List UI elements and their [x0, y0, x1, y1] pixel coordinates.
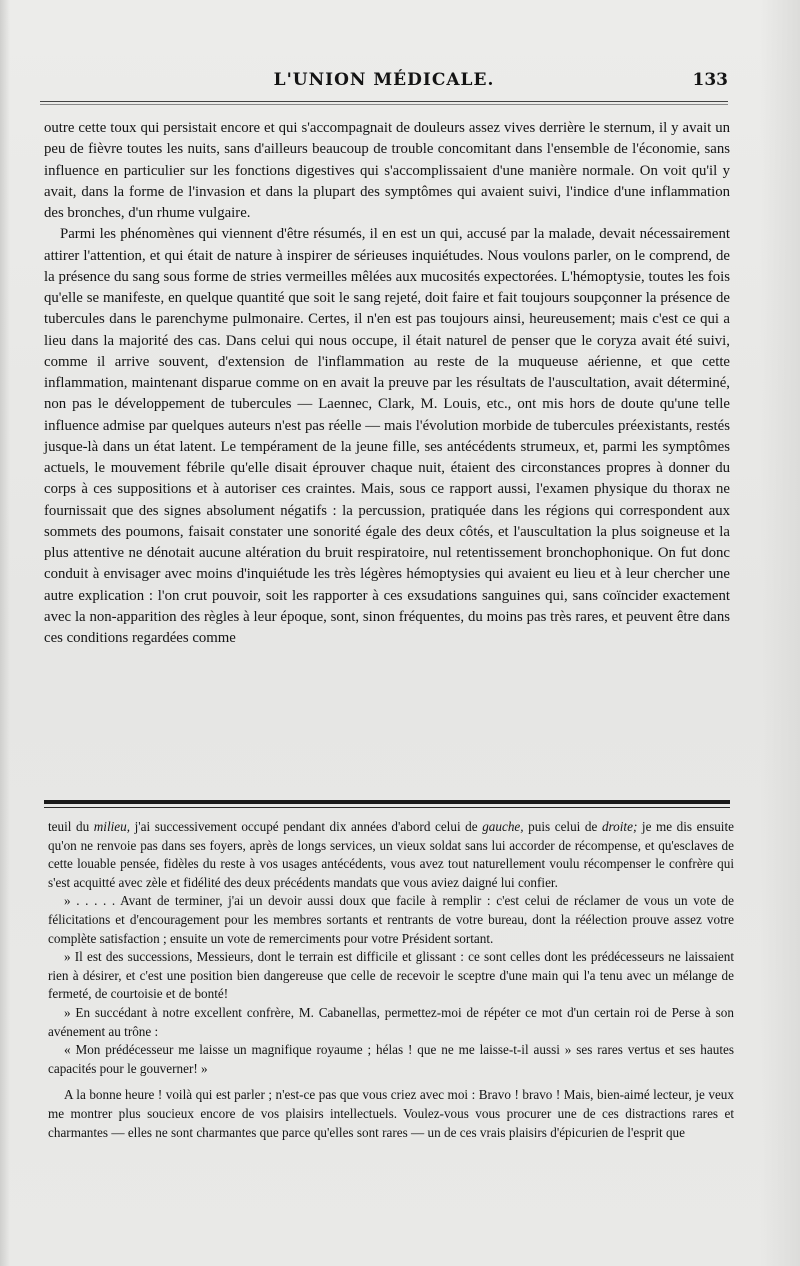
feuilleton-paragraph — [48, 818, 734, 892]
feuilleton-paragraph: A la bonne heure ! voilà qui est parler ; n'est-ce pas que vous criez avec moi : Bravo ! bravo ! Mais, bien-aimé lecteur, je veux me montrer plus soucieux encore de vos plaisirs intellectuels. Voulez-vous vous procurer une de ces distractions rares et charmantes — elles ne sont charmantes que parce qu'elles sont rares — un de ces vrais plaisirs d'épicurien de l'esprit que — [48, 1087, 734, 1140]
feuilleton-paragraph: » . . . . . Avant de terminer, j'ai un devoir aussi doux que facile à remplir : c'est celui de réclamer de vous un vote de félicitations et d'encouragement pour les membres sortants et rentrants de votre bureau, dont la réélection prouve assez votre complète satisfaction ; ensuite un vote de remerciments pour votre Président sortant. — [48, 893, 734, 946]
text-run: teuil du — [48, 819, 94, 834]
feuilleton-paragraph: » En succédant à notre excellent confrère, M. Cabanellas, permettez-moi de répéter ce mot d'un certain roi de Perse à son avénement au trône : — [48, 1004, 734, 1039]
text-run: j'ai successivement occupé pendant dix années d'abord celui de — [130, 819, 483, 834]
paragraph: Parmi les phénomènes qui viennent d'être résumés, il en est un qui, accusé par la malade, devait nécessairement attirer l'attention, et qui était de nature à inspirer de sérieuses inquiétudes. Nous voulons parler, on le comprend, de la présence du sang sous forme de stries vermeilles mêlées aux mucosités expectorées. L'hémoptysie, toutes les fois qu'elle se manifeste, en quelque quantité que soit le sang rejeté, doit faire et fait toujours soupçonner la présence de tubercules dans le parenchyme pulmonaire. Certes, il n'en est pas toujours ainsi, heureusement; mais c'est ce qui a lieu dans la majorité des cas. Dans celui qui nous occupe, il était naturel de penser que le coryza avait été suivi, comme il arrive souvent, d'extension de l'inflammation au reste de la muqueuse aérienne, et que cette inflammation, maintenant disparue comme on en avait la preuve par les résultats de l'auscultation, avait déterminé, non pas le développement de tubercules — Laennec, Clark, M. Louis, etc., ont mis hors de doute qu'une telle influence admise par quelques auteurs n'est pas réelle — mais l'évolution morbide de tubercules préexistants, restés jusque-là dans un état latent. Le tempérament de la jeune fille, ses antécédents strumeux, et, parmi les symptômes actuels, le mouvement fébrile qu'elle disait éprouver chaque nuit, étaient des circonstances propres à donner du corps à ces suppositions et à autoriser ces craintes. Mais, sous ce rapport aussi, l'examen physique du thorax ne fournissait que des signes absolument négatifs : la percussion, pratiquée dans les régions qui correspondent aux sommets des poumons, faisait constater une sonorité égale des deux côtés, et l'auscultation la plus soigneuse et la plus attentive ne dénotait aucune altération du bruit respiratoire, nul retentissement bronchophonique. On fut donc conduit à envisager avec moins d'inquiétude les très légères hémoptysies qui avaient eu lieu et à leur chercher une autre explication : l'on crut pouvoir, soit les rapporter à ces exsudations sanguines qui, sans coïncider exactement avec la non-apparition des règles à leur époque, sont, sinon fréquentes, du moins pas très rares, et peuvent être dans ces conditions regardées comme — [44, 226, 730, 646]
page-number: 133 — [692, 70, 728, 90]
italic-word: gauche, — [482, 819, 524, 834]
feuilleton-paragraph: » Il est des successions, Messieurs, dont le terrain est difficile et glissant : ce sont celles dont les prédécesseurs ne laissaient rien à désirer, et c'est une position bien dangereuse que celle de recevoir le sceptre d'une main qui l'a tenu avec un mélange de fermeté, de courtoisie et de bonté! — [48, 949, 734, 1002]
italic-word: milieu, — [93, 819, 131, 834]
paragraph: outre cette toux qui persistait encore et qui s'accompagnait de douleurs assez vives derrière le sternum, il y avait un peu de fièvre toutes les nuits, sans d'ailleurs beaucoup de trouble concomitant dans l'ensemble de l'économie, sans influence en particulier sur les fonctions digestives qui s'accomplissaient d'une manière normale. On voit qu'il y avait, dans la forme de l'invasion et dans la plupart des symptômes qui avaient suivi, l'indice d'une inflammation des bronches, d'un rhume vulgaire. — [44, 120, 730, 221]
feuilleton-separator — [44, 800, 730, 808]
page-edge-shadow — [0, 0, 10, 1266]
text-run: puis celui de — [523, 819, 602, 834]
separator-thick-rule — [44, 800, 730, 804]
separator-thin-rule — [44, 807, 730, 808]
page-header — [40, 70, 728, 96]
feuilleton-text — [48, 818, 734, 1142]
feuilleton-quote: « Mon prédécesseur me laisse un magnifique royaume ; hélas ! que ne me laisse-t-il aussi » ses rares vertus et ses hautes capacités pour le gouverner! » — [48, 1042, 734, 1076]
text-run: je me dis ensuite qu'on ne renvoie pas dans ses foyers, après de longs services, un vieux soldat sans lui accorder de récompense, et qu'esclaves de cette louable pensée, fidèles du reste à vos usages antécédents, vous avez tout naturellement voulu récompenser le confrère qui s'est acquitté avec zèle et fidélité des deux précédents mandats que vous aviez daigné lui confier. — [48, 819, 734, 890]
italic-word: droite; — [601, 819, 638, 834]
main-article-text — [44, 118, 730, 649]
header-rule — [40, 101, 728, 105]
running-title: L'UNION MÉDICALE. — [273, 70, 495, 90]
page-edge-shadow-right — [760, 0, 800, 1266]
